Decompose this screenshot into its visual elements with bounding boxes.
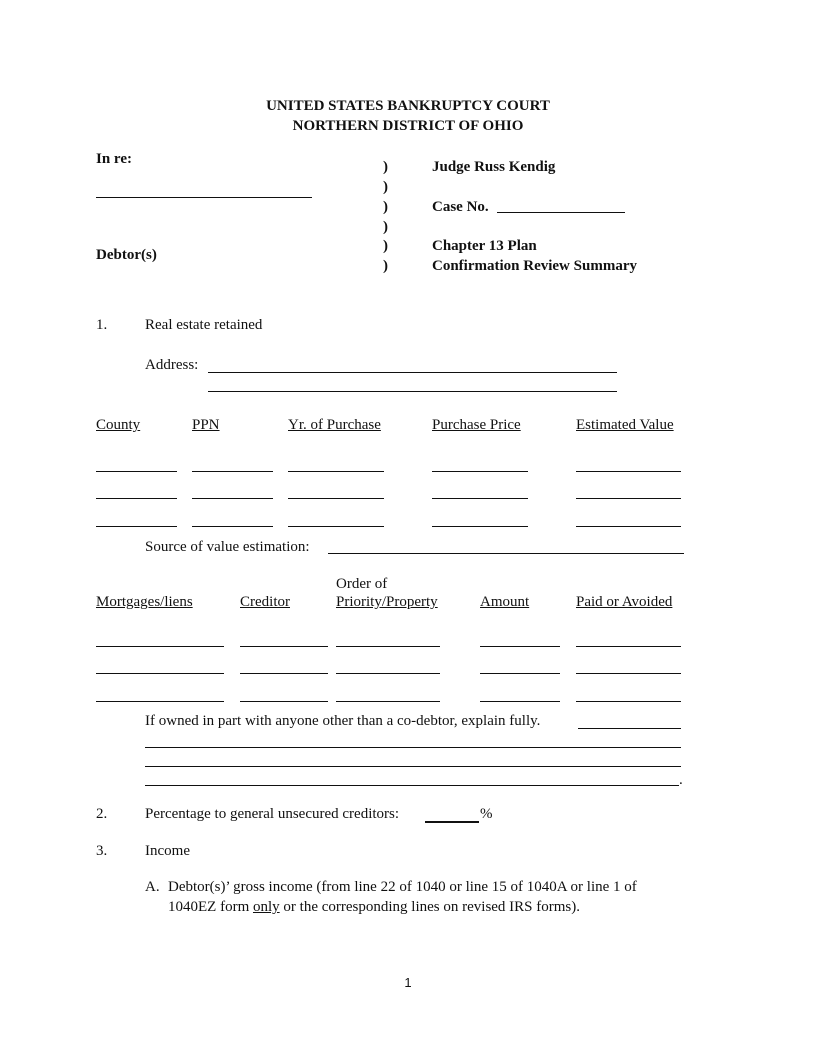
caption-paren: ): [383, 159, 388, 175]
court-name: UNITED STATES BANKRUPTCY COURT: [266, 98, 550, 114]
col-estimated-value: Estimated Value: [576, 417, 674, 433]
col-year: Yr. of Purchase: [288, 417, 381, 433]
blank-line[interactable]: [432, 498, 528, 499]
source-line[interactable]: [328, 553, 684, 554]
explain-line[interactable]: [145, 747, 681, 748]
blank-line[interactable]: [480, 701, 560, 702]
caption-paren: ): [383, 179, 388, 195]
blank-line[interactable]: [288, 498, 384, 499]
blank-line[interactable]: [480, 673, 560, 674]
judge-name: Judge Russ Kendig: [432, 159, 556, 175]
plan-title-2: Confirmation Review Summary: [432, 258, 637, 274]
source-label: Source of value estimation:: [145, 539, 310, 555]
blank-line[interactable]: [336, 701, 440, 702]
blank-line[interactable]: [96, 526, 177, 527]
col-paid-avoided: Paid or Avoided: [576, 594, 673, 610]
blank-line[interactable]: [96, 673, 224, 674]
blank-line[interactable]: [432, 526, 528, 527]
section-1-title: Real estate retained: [145, 317, 263, 333]
section-3-title: Income: [145, 843, 190, 859]
item-a-only: only: [252, 899, 280, 915]
blank-line[interactable]: [96, 646, 224, 647]
blank-line[interactable]: [576, 498, 681, 499]
blank-line[interactable]: [96, 471, 177, 472]
explain-line[interactable]: [145, 766, 681, 767]
col-order-of: Order of: [336, 576, 388, 592]
blank-line[interactable]: [432, 471, 528, 472]
item-a-text-2-pre: 1040EZ form: [168, 899, 253, 915]
col-mortgages: Mortgages/liens: [96, 594, 193, 610]
caption-paren: ): [383, 219, 388, 235]
blank-line[interactable]: [336, 646, 440, 647]
blank-line[interactable]: [288, 526, 384, 527]
item-a-text-2-post: or the corresponding lines on revised IRS forms).: [279, 899, 581, 915]
section-1-number: 1.: [96, 317, 108, 333]
blank-line[interactable]: [240, 701, 328, 702]
percent-sign: %: [480, 806, 493, 822]
blank-line[interactable]: [480, 646, 560, 647]
col-creditor: Creditor: [240, 594, 290, 610]
explain-period: .: [679, 772, 683, 788]
blank-line[interactable]: [336, 673, 440, 674]
in-re-label: In re:: [96, 151, 132, 167]
blank-line[interactable]: [576, 526, 681, 527]
debtor-label: Debtor(s): [96, 247, 157, 263]
debtor-name-line[interactable]: [96, 197, 312, 198]
section-2-text: Percentage to general unsecured creditors:: [145, 806, 400, 822]
col-county: County: [96, 417, 141, 433]
blank-line[interactable]: [240, 646, 328, 647]
col-ppn: PPN: [192, 417, 220, 433]
blank-line[interactable]: [192, 471, 273, 472]
blank-line[interactable]: [96, 498, 177, 499]
blank-line[interactable]: [576, 471, 681, 472]
blank-line[interactable]: [288, 471, 384, 472]
plan-title-1: Chapter 13 Plan: [432, 238, 537, 254]
caption-paren: ): [383, 238, 388, 254]
address-line-2[interactable]: [208, 391, 617, 392]
blank-line[interactable]: [192, 498, 273, 499]
address-label: Address:: [145, 357, 199, 373]
section-2-number: 2.: [96, 806, 108, 822]
blank-line[interactable]: [576, 673, 681, 674]
percentage-line[interactable]: [425, 821, 479, 823]
col-amount: Amount: [480, 594, 530, 610]
item-a-text-1: Debtor(s)’ gross income (from line 22 of 1040 or line 15 of 1040A or line 1 of: [168, 879, 637, 895]
blank-line[interactable]: [192, 526, 273, 527]
col-purchase-price: Purchase Price: [432, 417, 521, 433]
section-3-number: 3.: [96, 843, 108, 859]
page-number: 1: [404, 975, 412, 990]
caption-paren: ): [383, 199, 388, 215]
item-a-label: A.: [145, 879, 160, 895]
col-priority: Priority/Property: [336, 594, 438, 610]
blank-line[interactable]: [240, 673, 328, 674]
district-name: NORTHERN DISTRICT OF OHIO: [292, 118, 524, 134]
case-no-label: Case No.: [432, 199, 489, 215]
explain-line[interactable]: [578, 728, 681, 729]
caption-paren: ): [383, 258, 388, 274]
case-no-line[interactable]: [497, 212, 625, 213]
explain-line[interactable]: [145, 785, 679, 786]
blank-line[interactable]: [576, 701, 681, 702]
item-a-text-2: [168, 898, 580, 916]
co-debtor-text: If owned in part with anyone other than a co-debtor, explain fully.: [145, 713, 541, 729]
address-line-1[interactable]: [208, 372, 617, 373]
blank-line[interactable]: [96, 701, 224, 702]
blank-line[interactable]: [576, 646, 681, 647]
